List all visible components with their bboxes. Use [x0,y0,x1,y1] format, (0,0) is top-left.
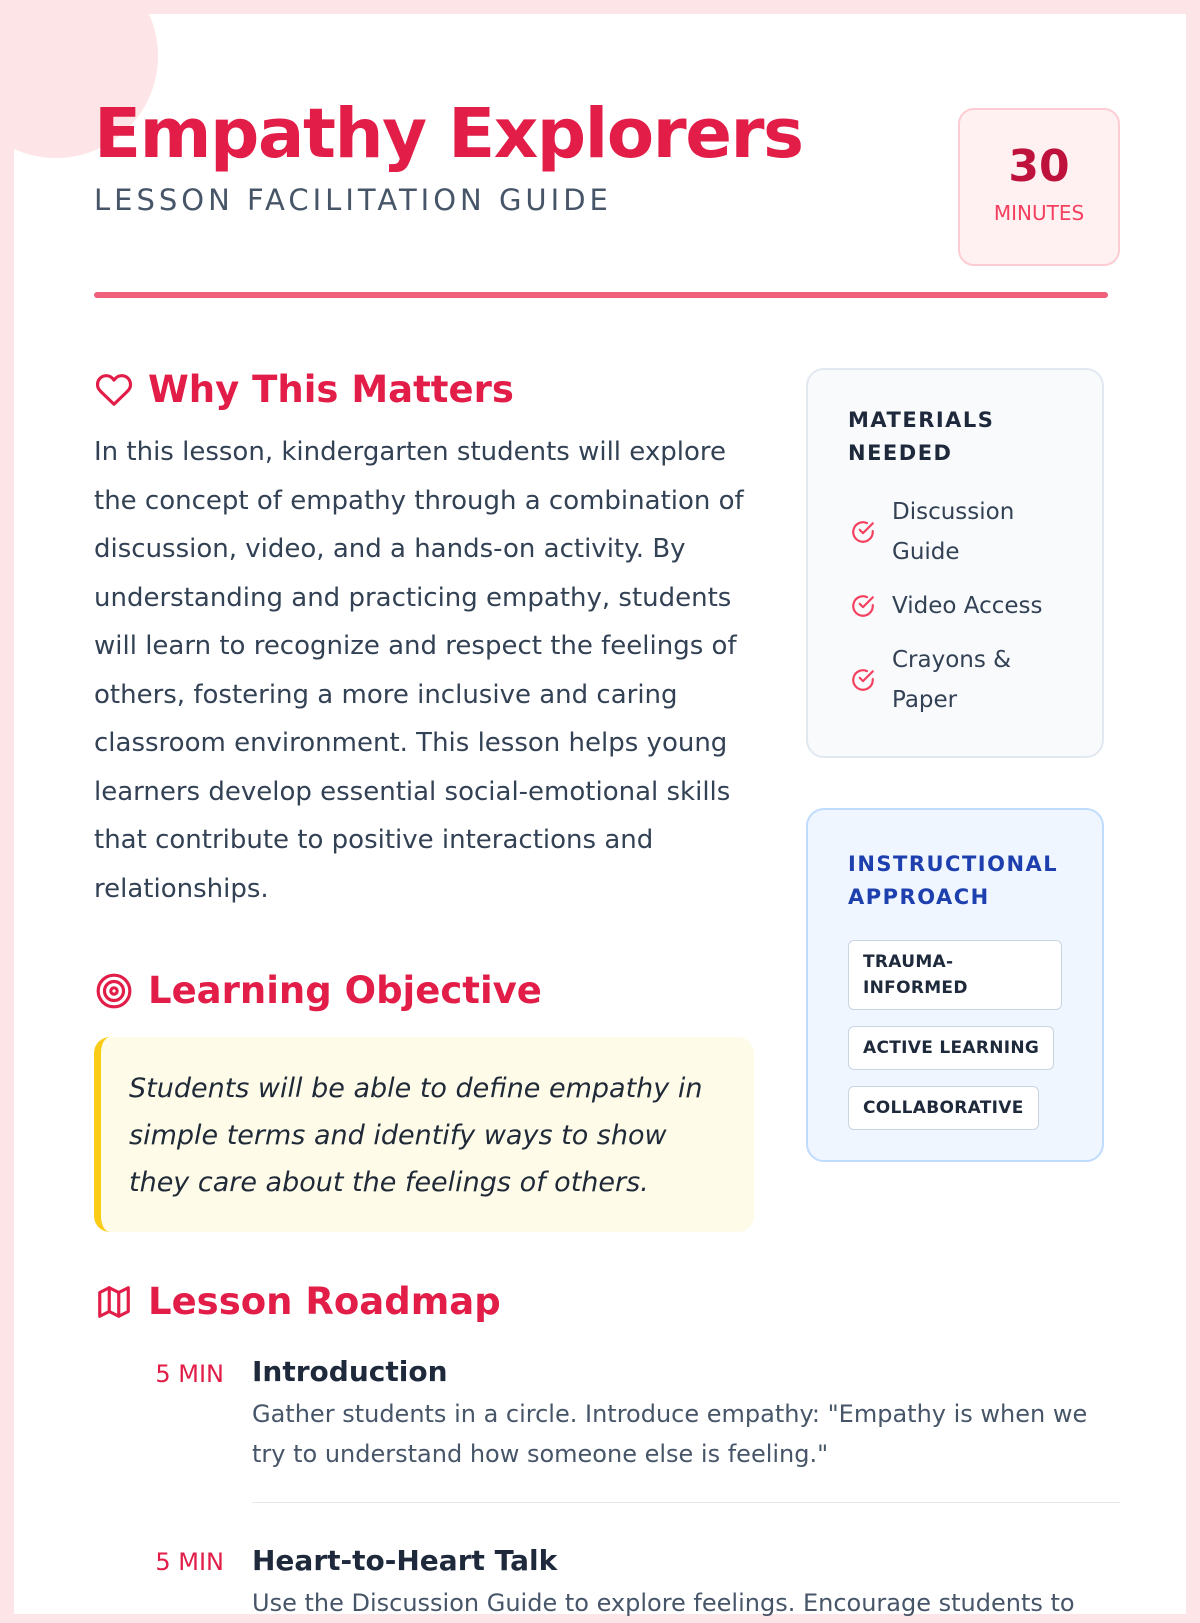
step-time: 5 MIN [155,1360,224,1388]
check-circle-icon [848,591,878,621]
page-subtitle: LESSON FACILITATION GUIDE [94,183,612,217]
roadmap-step [94,1346,1120,1474]
step-body [252,1502,1120,1623]
step-time: 5 MIN [155,1548,224,1576]
objective-section [94,965,754,1232]
why-heading: Why This Matters [148,368,514,411]
map-icon [94,1282,134,1322]
objective-heading: Learning Objective [148,969,542,1012]
lesson-header [94,96,1120,316]
roadmap-heading-row [94,1276,1120,1328]
step-desc: Use the Discussion Guide to explore feelings. Encourage students to [252,1589,1075,1617]
check-circle-icon [848,665,878,695]
approach-tag: TRAUMA-INFORMED [848,940,1062,1010]
material-label: Discussion Guide [892,499,1015,565]
header-divider [94,292,1108,298]
approach-tag: COLLABORATIVE [848,1086,1039,1130]
why-section [94,364,754,913]
list-item [848,586,1072,626]
objective-heading-row [94,965,754,1017]
materials-heading: MATERIALS NEEDED [848,408,995,465]
duration-value: 30 [1008,141,1070,192]
step-title: Heart-to-Heart Talk [252,1544,558,1577]
duration-unit: MINUTES [993,201,1085,225]
step-body [252,1346,1120,1474]
list-item [848,492,1072,572]
why-heading-row [94,364,754,416]
step-desc: Gather students in a circle. Introduce empathy: "Empathy is when we try to understand how someone else is feeling." [252,1400,1088,1468]
approach-heading: INSTRUCTIONAL APPROACH [848,852,1059,909]
lesson-sheet [14,14,1186,1617]
material-label: Crayons & Paper [892,647,1012,713]
check-circle-icon [848,517,878,547]
heart-icon [94,370,134,410]
main-column [94,364,754,1232]
materials-list [848,492,1072,720]
approach-tag: ACTIVE LEARNING [848,1026,1054,1070]
objective-callout: Students will be able to define empathy in simple terms and identify ways to show they care about the feelings of others. [94,1037,754,1232]
step-title: Introduction [252,1355,448,1388]
materials-card [806,368,1104,758]
approach-tags [848,940,1072,1130]
roadmap-step [94,1474,1120,1623]
approach-card [806,808,1104,1162]
roadmap-heading: Lesson Roadmap [148,1280,501,1323]
material-label: Video Access [892,593,1043,619]
list-item [848,640,1072,720]
duration-badge [958,108,1120,266]
target-icon [94,971,134,1011]
roadmap-steps [94,1346,1120,1623]
page-title: Empathy Explorers [94,94,803,174]
why-body: In this lesson, kindergarten students will explore the concept of empathy through a combination of discussion, video, and a hands-on activity. By understanding and practicing empathy, students will learn to recognize and respect the feelings of others, fostering a more inclusive and caring classroom environment. This lesson helps young learners develop essential social-emotional skills that contribute to positive interactions and relationships. [94,437,744,904]
roadmap-section [94,1276,1120,1623]
